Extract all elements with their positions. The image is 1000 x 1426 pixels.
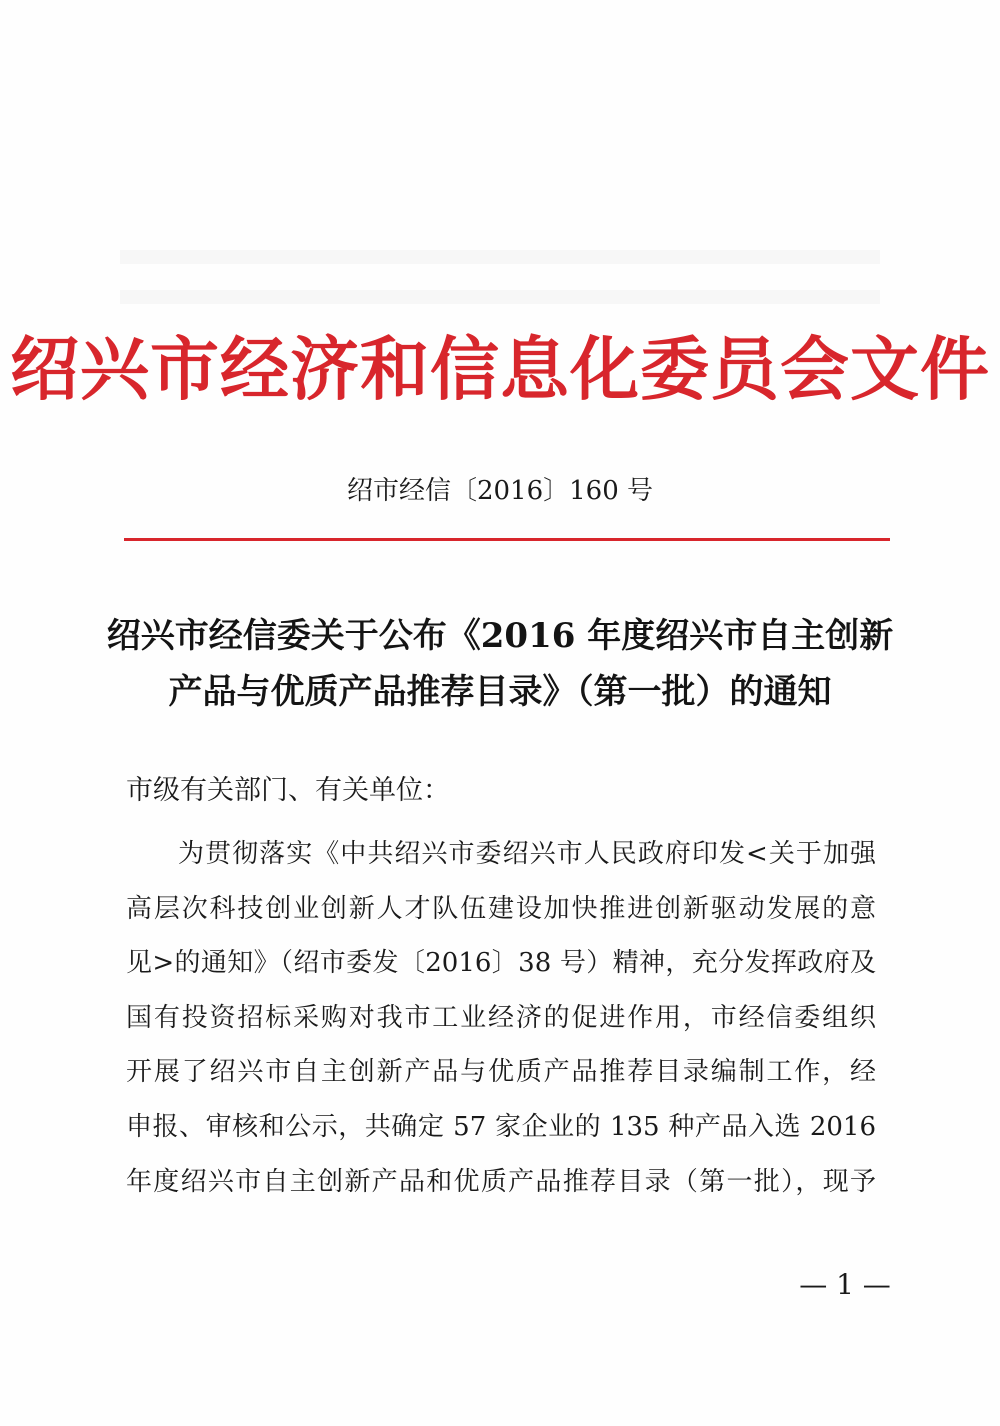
issuing-organization-header: 绍兴市经济和信息化委员会文件 (10, 329, 990, 410)
document-title (100, 608, 900, 720)
body-line: 高层次科技创业创新人才队伍建设加快推进创新驱动发展的意 (126, 893, 876, 924)
body-paragraph (126, 827, 876, 1209)
page-number: — 1 — (799, 1268, 891, 1301)
title-line: 产品与优质产品推荐目录》（第一批）的通知 (168, 672, 832, 712)
show-through-shadow (120, 290, 880, 304)
show-through-shadow (120, 250, 880, 264)
body-line: 见>的通知》（绍市委发〔2016〕38 号）精神，充分发挥政府及 (126, 948, 876, 979)
salutation: 市级有关部门、有关单位： (126, 775, 450, 806)
body-line: 为贯彻落实《中共绍兴市委绍兴市人民政府印发<关于加强 (178, 839, 876, 869)
document-number: 绍市经信〔2016〕160 号 (346, 476, 654, 506)
title-line: 绍兴市经信委关于公布《2016 年度绍兴市自主创新 (106, 616, 894, 656)
red-divider-line (124, 538, 890, 541)
body-line: 年度绍兴市自主创新产品和优质产品推荐目录（第一批），现予 (126, 1166, 876, 1197)
body-line: 国有投资招标采购对我市工业经济的促进作用，市经信委组织 (126, 1002, 876, 1033)
body-line: 申报、审核和公示，共确定 57 家企业的 135 种产品入选 2016 (126, 1111, 876, 1142)
body-line: 开展了绍兴市自主创新产品与优质产品推荐目录编制工作，经 (126, 1057, 876, 1088)
